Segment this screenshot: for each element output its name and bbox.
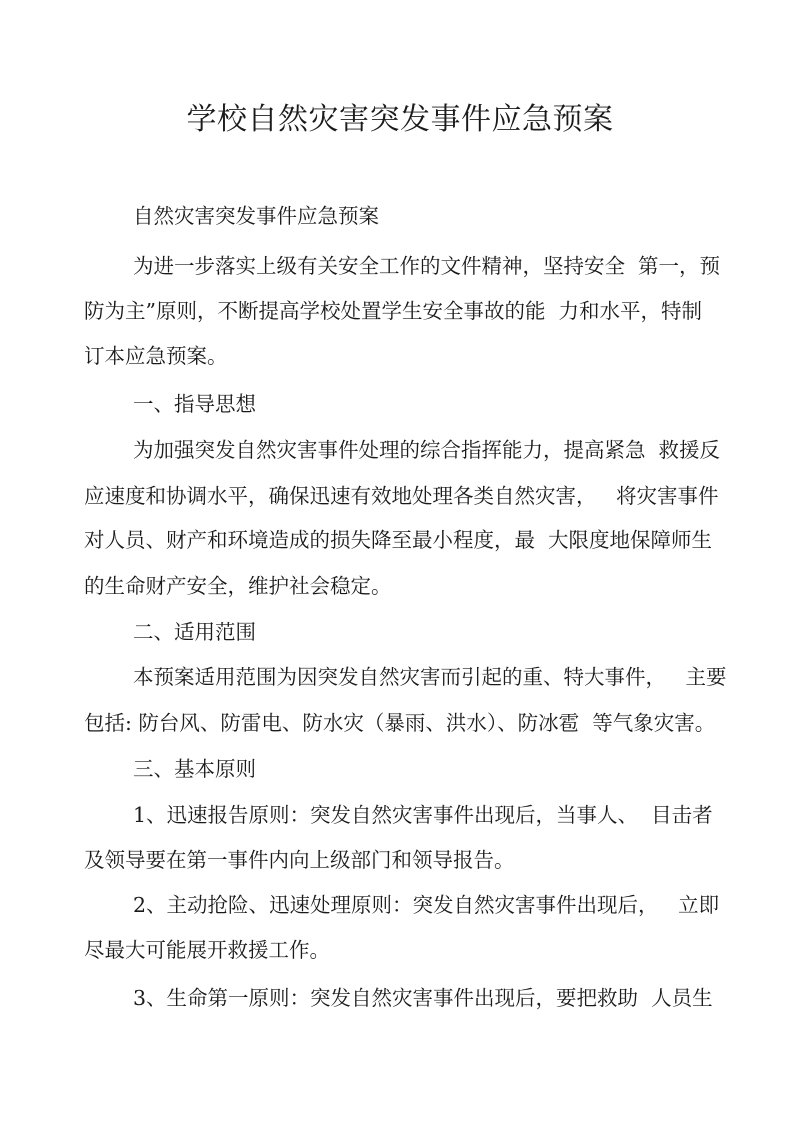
section-heading: 二、适用范围 xyxy=(133,620,256,644)
paragraph-line: 为加强突发自然灾害事件处理的综合指挥能力，提高紧急 救援反 xyxy=(133,438,721,462)
paragraph-line: 1、迅速报告原则：突发自然灾害事件出现后，当事人、 目击者 xyxy=(133,803,713,827)
section-heading: 三、基本原则 xyxy=(133,757,256,781)
section-heading: 一、指导思想 xyxy=(133,392,256,416)
paragraph-line: 防为主”原则，不断提高学校处置学生安全事故的能 力和水平，特制 xyxy=(84,299,703,323)
paragraph-line: 2、主动抢险、迅速处理原则：突发自然灾害事件出现后， 立即 xyxy=(133,893,720,917)
paragraph-line: 应速度和协调水平，确保迅速有效地处理各类自然灾害， 将灾害事件 xyxy=(84,484,719,508)
paragraph-line: 及领导要在第一事件内向上级部门和领导报告。 xyxy=(84,848,515,872)
paragraph-line: 尽最大可能展开救援工作。 xyxy=(84,938,330,962)
paragraph-line: 3、生命第一原则：突发自然灾害事件出现后，要把救助 人员生 xyxy=(133,986,713,1010)
paragraph-line: 对人员、财产和环境造成的损失降至最小程度，最 大限度地保障师生 xyxy=(84,528,713,552)
paragraph-line: 订本应急预案。 xyxy=(84,344,228,368)
paragraph-line: 的生命财产安全，维护社会稳定。 xyxy=(84,574,392,598)
paragraph-line: 为进一步落实上级有关安全工作的文件精神，坚持安全 第一，预 xyxy=(133,254,721,278)
paragraph-line: 本预案适用范围为因突发自然灾害而引起的重、特大事件， 主要 xyxy=(133,665,727,689)
paragraph-line: 包括: 防台风、防雷电、防水灾（暴雨、洪水）、防冰雹 等气象灾害。 xyxy=(84,711,716,735)
document-subtitle: 自然灾害突发事件应急预案 xyxy=(133,204,379,228)
document-title: 学校自然灾害突发事件应急预案 xyxy=(186,102,614,137)
